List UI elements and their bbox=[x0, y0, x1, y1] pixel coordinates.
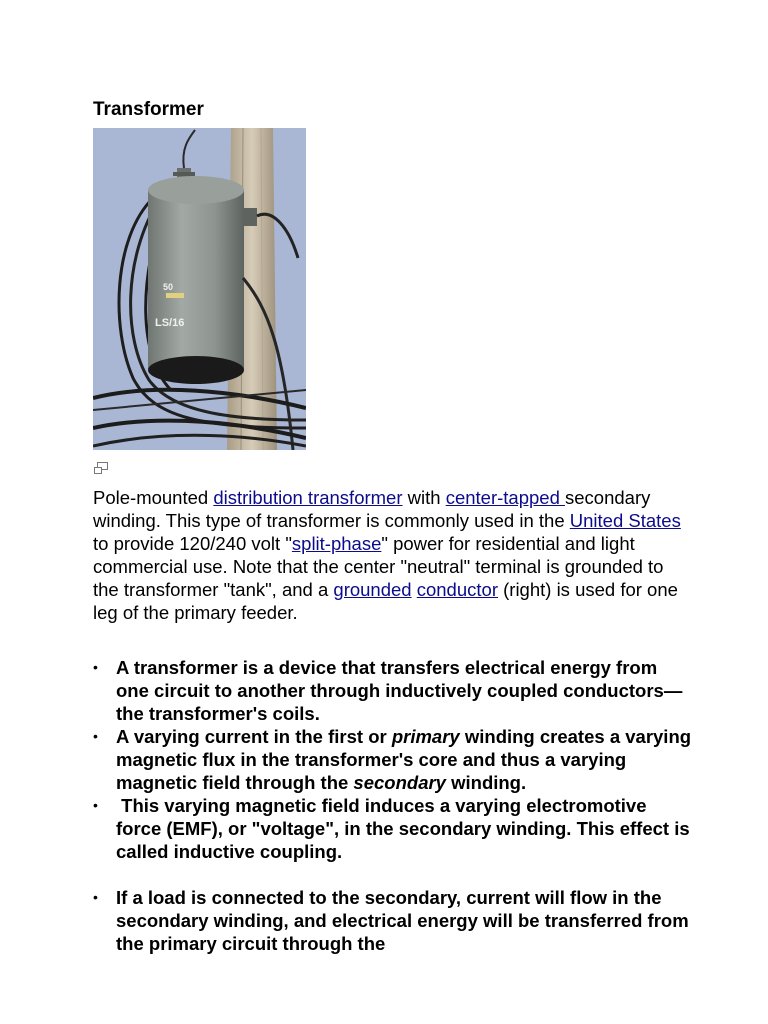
tank-plate-top: 50 bbox=[163, 282, 174, 292]
transformer-tank bbox=[148, 190, 244, 370]
link-united-states[interactable]: United States bbox=[569, 510, 681, 531]
link-grounded[interactable]: grounded bbox=[333, 579, 412, 600]
transformer-photo bbox=[93, 128, 306, 450]
transformer-illustration bbox=[93, 128, 306, 450]
image-caption: Pole-mounted distribution transformer with center-tapped secondary winding. This type of transformer is commonly used in the United States to provide 120/240 volt "split-phase" power for residential and light commercial use. Note that the center "neutral" terminal is grounded to the transformer "tank", and a grounded conductor (right) is used for one leg of the primary feeder. bbox=[93, 487, 681, 623]
list-item: • A varying current in the first or primary winding creates a varying magnetic flux in the transformer's core and thus a varying magnetic field through the secondary winding. bbox=[93, 725, 693, 794]
enlarge-icon[interactable] bbox=[94, 462, 108, 474]
transformer-facts-list bbox=[93, 656, 693, 955]
list-item: • If a load is connected to the secondary, current will flow in the secondary winding, and electrical energy will be transferred from the primary circuit through the bbox=[93, 886, 693, 955]
link-conductor[interactable]: conductor bbox=[416, 579, 498, 600]
list-item: • A transformer is a device that transfers electrical energy from one circuit to another through inductively coupled conductors—the transformer's coils. bbox=[93, 656, 693, 725]
tank-plate-bottom: LS/16 bbox=[155, 317, 185, 329]
link-split-phase[interactable]: split-phase bbox=[291, 533, 382, 554]
link-distribution-transformer[interactable]: distribution transformer bbox=[213, 487, 403, 508]
link-center-tapped[interactable]: center-tapped bbox=[445, 487, 566, 508]
list-item: • This varying magnetic field induces a varying electromotive force (EMF), or "voltage", in the secondary winding. This effect is called inductive coupling. bbox=[93, 794, 693, 863]
page-title: Transformer bbox=[93, 99, 204, 120]
